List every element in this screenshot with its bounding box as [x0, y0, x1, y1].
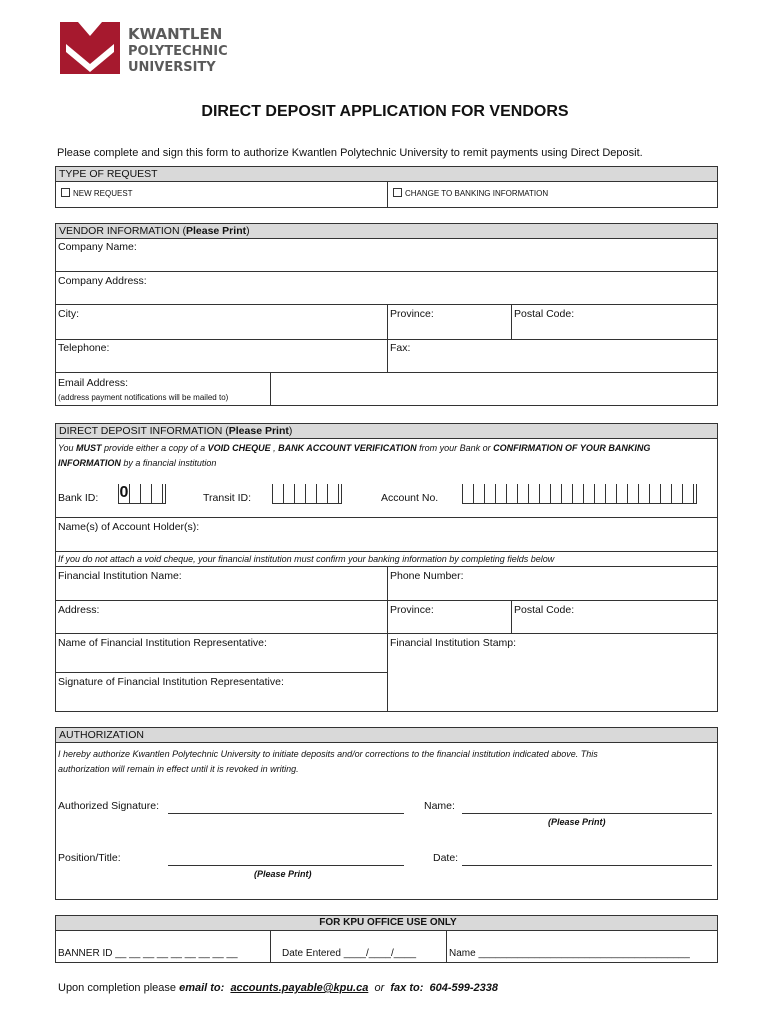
- banner-id-field: BANNER ID __ __ __ __ __ __ __ __ __: [58, 948, 238, 959]
- authorized-signature-line[interactable]: [168, 799, 404, 814]
- bank-id-digit[interactable]: [162, 484, 166, 504]
- account-digit[interactable]: [693, 484, 697, 504]
- bank-id-digit[interactable]: [129, 484, 140, 504]
- vendor-header-prefix: VENDOR INFORMATION (: [59, 225, 186, 237]
- change-banking-label: CHANGE TO BANKING INFORMATION: [405, 189, 549, 198]
- account-digit[interactable]: [517, 484, 528, 504]
- account-digit[interactable]: [594, 484, 605, 504]
- position-title-label: Position/Title:: [58, 852, 121, 864]
- logo-line-1: KWANTLEN: [128, 25, 223, 43]
- deposit-header-prefix: DIRECT DEPOSIT INFORMATION (: [59, 425, 229, 437]
- authorization-text-1: I hereby authorize Kwantlen Polytechnic University to initiate deposits and/or corrections to the financial institution indicated above. This: [58, 749, 598, 759]
- telephone-label: Telephone:: [58, 342, 110, 354]
- auth-name-label: Name:: [424, 800, 455, 812]
- bank-id-label: Bank ID:: [58, 492, 99, 504]
- footer-prefix: Upon completion please: [58, 982, 180, 994]
- bank-id-digit[interactable]: [151, 484, 162, 504]
- date-entered-field: Date Entered ____/____/____: [282, 948, 416, 959]
- account-digit[interactable]: [506, 484, 517, 504]
- deposit-requirement-note: [58, 441, 708, 471]
- auth-date-line[interactable]: [462, 851, 712, 866]
- account-digit[interactable]: [539, 484, 550, 504]
- account-digit[interactable]: [473, 484, 484, 504]
- transit-digit[interactable]: [338, 484, 342, 504]
- account-digit[interactable]: [671, 484, 682, 504]
- bank-id-digit[interactable]: [140, 484, 151, 504]
- office-name-field: Name ______________________________________: [449, 948, 690, 959]
- no-cheque-note: If you do not attach a void cheque, your financial institution must confirm your banking information by completing fields below: [58, 554, 555, 564]
- transit-digit[interactable]: [305, 484, 316, 504]
- note-must: MUST: [76, 443, 102, 453]
- new-request-checkbox[interactable]: [61, 188, 70, 197]
- fi-address-label: Address:: [58, 604, 100, 616]
- note-void-cheque: VOID CHEQUE: [207, 443, 271, 453]
- account-digit[interactable]: [638, 484, 649, 504]
- note-part-2: provide either a copy of a: [101, 443, 208, 453]
- note-bank-verification: BANK ACCOUNT VERIFICATION: [278, 443, 417, 453]
- footer-email-link[interactable]: accounts.payable@kpu.ca: [230, 982, 369, 994]
- intro-text: Please complete and sign this form to authorize Kwantlen Polytechnic University to remit payments using Direct Deposit.: [57, 147, 643, 159]
- city-label: City:: [58, 308, 79, 320]
- postal-code-label: Postal Code:: [514, 308, 575, 320]
- fi-rep-signature-label: Signature of Financial Institution Representative:: [58, 676, 284, 688]
- transit-digit[interactable]: [327, 484, 338, 504]
- fi-rep-name-label: Name of Financial Institution Representative:: [58, 637, 267, 649]
- page-title: DIRECT DEPOSIT APPLICATION FOR VENDORS: [201, 103, 569, 120]
- province-label: Province:: [390, 308, 434, 320]
- footer-email-label: email to:: [179, 982, 225, 994]
- account-digit[interactable]: [605, 484, 616, 504]
- note-part-5: by a financial institution: [120, 458, 217, 468]
- account-digit[interactable]: [550, 484, 561, 504]
- logo-line-3: UNIVERSITY: [128, 60, 216, 75]
- new-request-option[interactable]: [61, 188, 133, 198]
- transit-digit[interactable]: [316, 484, 327, 504]
- company-name-label: Company Name:: [58, 241, 137, 253]
- logo: [58, 22, 248, 78]
- transit-digit[interactable]: [294, 484, 305, 504]
- fi-name-label: Financial Institution Name:: [58, 570, 182, 582]
- account-digit[interactable]: [572, 484, 583, 504]
- kpu-logo-mark: [58, 22, 122, 76]
- account-no-label: Account No.: [381, 492, 439, 504]
- email-label: Email Address:: [58, 377, 129, 389]
- email-note: (address payment notifications will be mailed to): [58, 393, 229, 402]
- account-digit[interactable]: [649, 484, 660, 504]
- account-no-boxes[interactable]: [462, 484, 697, 506]
- vendor-header-bold: Please Print: [185, 225, 247, 237]
- deposit-header-suffix: ): [288, 425, 293, 437]
- fi-postal-label: Postal Code:: [514, 604, 575, 616]
- fi-province-label: Province:: [390, 604, 434, 616]
- request-header: TYPE OF REQUEST: [55, 166, 718, 182]
- deposit-header: [55, 423, 718, 439]
- authorization-text-2: authorization will remain in effect until it is revoked in writing.: [58, 764, 299, 774]
- transit-id-label: Transit ID:: [203, 492, 252, 504]
- authorization-header: AUTHORIZATION: [55, 727, 718, 743]
- bank-id-boxes[interactable]: [118, 484, 166, 506]
- fi-stamp-label: Financial Institution Stamp:: [390, 637, 517, 649]
- account-digit[interactable]: [627, 484, 638, 504]
- footer-fax-label: fax to:: [390, 982, 424, 994]
- office-use-header: FOR KPU OFFICE USE ONLY: [55, 915, 718, 931]
- footer-or: or: [374, 982, 385, 994]
- auth-name-line[interactable]: [462, 799, 712, 814]
- fax-label: Fax:: [390, 342, 411, 354]
- change-banking-option[interactable]: [393, 188, 548, 198]
- note-confirmation: CONFIRMATION OF YOUR BANKING INFORMATION: [58, 443, 651, 468]
- account-digit[interactable]: [616, 484, 627, 504]
- footer-fax-number: 604-599-2338: [429, 982, 498, 994]
- account-digit[interactable]: [583, 484, 594, 504]
- transit-digit[interactable]: [272, 484, 283, 504]
- account-digit[interactable]: [561, 484, 572, 504]
- bank-id-digit[interactable]: 0: [118, 484, 129, 504]
- change-banking-checkbox[interactable]: [393, 188, 402, 197]
- auth-date-label: Date:: [433, 852, 459, 864]
- account-digit[interactable]: [528, 484, 539, 504]
- vendor-header-suffix: ): [246, 225, 250, 237]
- please-print-note-2: (Please Print): [254, 869, 312, 879]
- account-digit[interactable]: [484, 484, 495, 504]
- transit-id-boxes[interactable]: [272, 484, 342, 506]
- new-request-label: NEW REQUEST: [73, 189, 133, 198]
- logo-line-2: POLYTECHNIC: [128, 44, 228, 59]
- authorized-signature-label: Authorized Signature:: [58, 800, 159, 812]
- account-digit[interactable]: [660, 484, 671, 504]
- please-print-note-1: (Please Print): [548, 817, 606, 827]
- account-digit[interactable]: [462, 484, 473, 504]
- note-part-1: You: [58, 443, 77, 453]
- fi-phone-label: Phone Number:: [390, 570, 464, 582]
- vendor-header: [55, 223, 718, 239]
- account-digit[interactable]: [682, 484, 693, 504]
- account-holders-label: Name(s) of Account Holder(s):: [58, 521, 200, 533]
- note-part-4: from your Bank or: [416, 443, 494, 453]
- note-part-3: ,: [270, 443, 279, 453]
- transit-digit[interactable]: [283, 484, 294, 504]
- account-digit[interactable]: [495, 484, 506, 504]
- position-title-line[interactable]: [168, 851, 404, 866]
- deposit-header-bold: Please Print: [228, 425, 289, 437]
- company-address-label: Company Address:: [58, 275, 147, 287]
- footer-instructions: [58, 982, 498, 994]
